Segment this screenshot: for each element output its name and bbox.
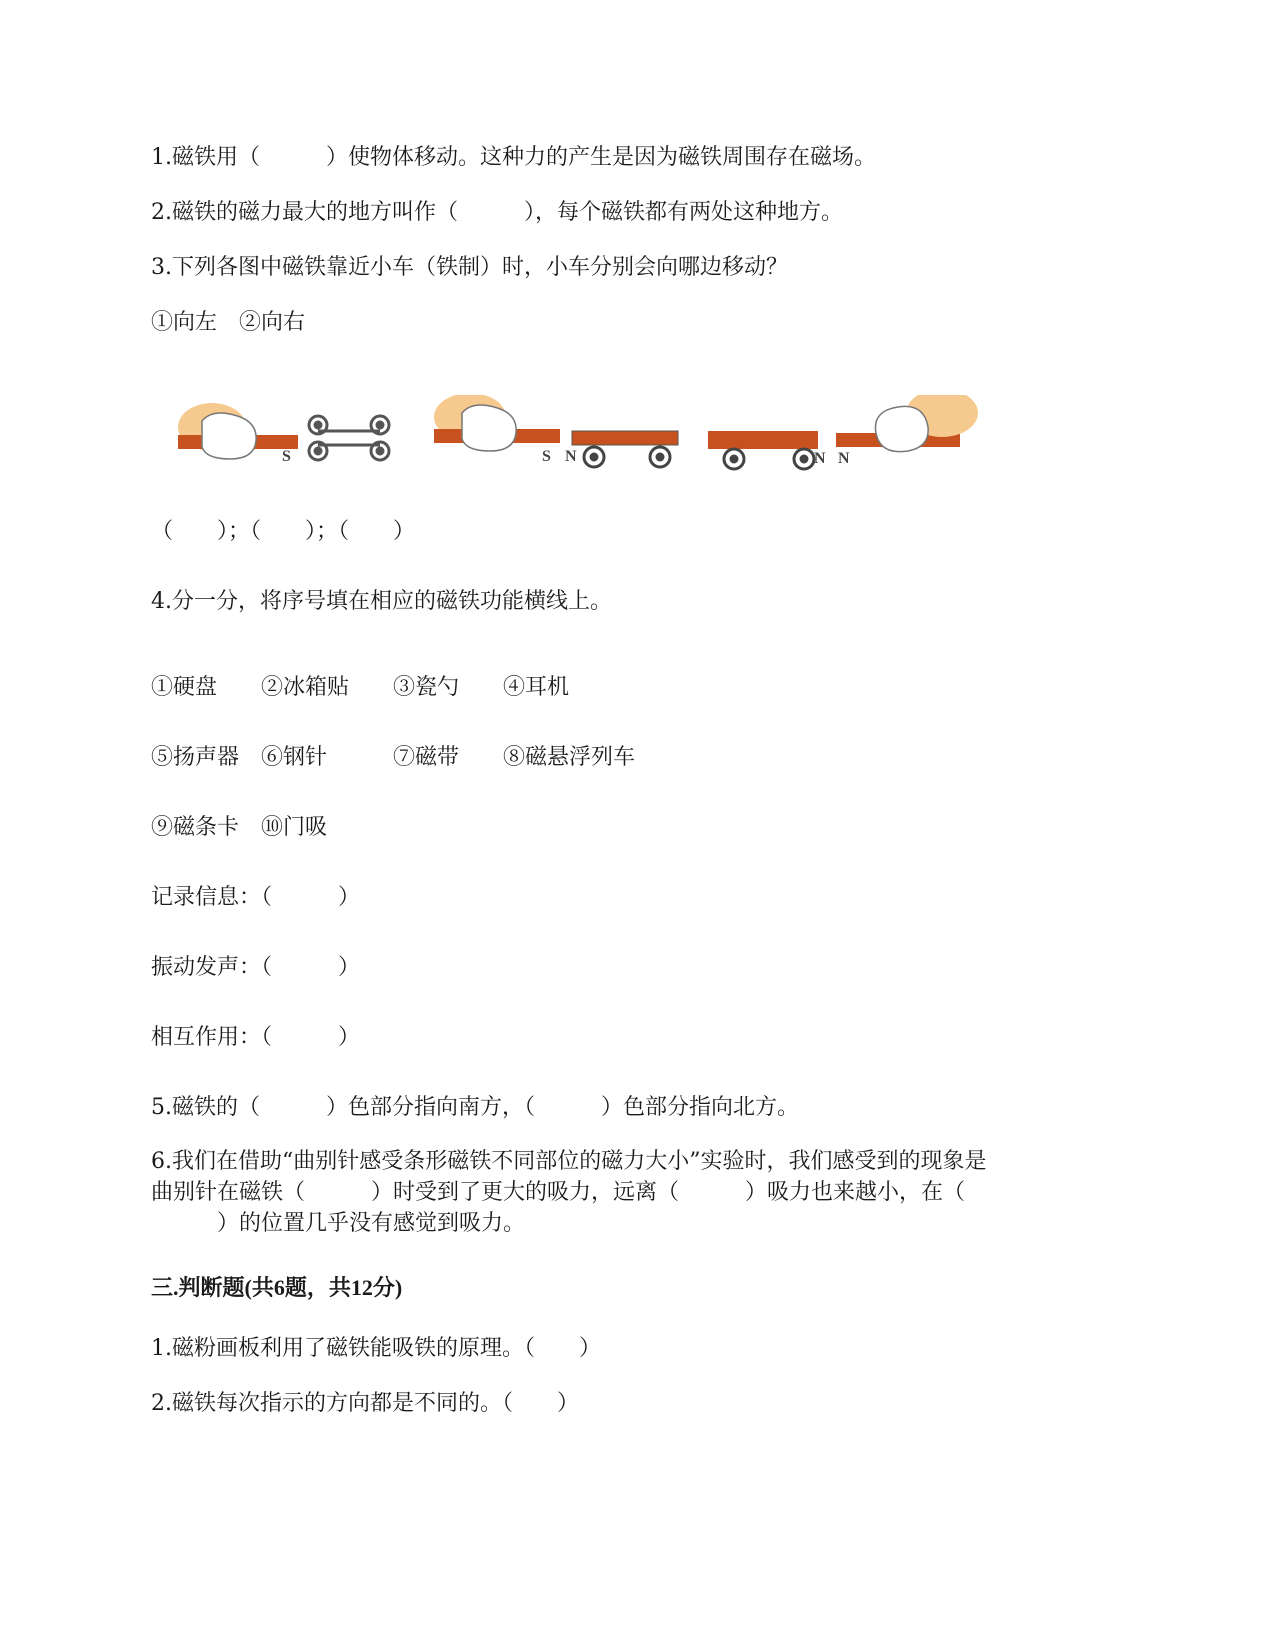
pole-label: S [282,448,291,465]
figure-2 [434,395,678,467]
question-4-items-row-2: ⑤扬声器 ⑥钢针 ⑦磁带 ⑧磁悬浮列车 [151,745,636,770]
pole-label: S [542,448,551,465]
judgement-question-1: 1.磁粉画板利用了磁铁能吸铁的原理。（ ） [151,1336,601,1361]
question-3-answers[interactable]: （ ）；（ ）；（ ） [151,519,416,544]
interaction-blank[interactable]: 相互作用：（ ） [151,1025,361,1050]
question-5: 5.磁铁的（ ）色部分指向南方，（ ）色部分指向北方。 [151,1095,799,1120]
magnet-car-figure [172,395,1022,515]
pole-label: N [565,448,577,465]
question-1: 1.磁铁用（ ）使物体移动。这种力的产生是因为磁铁周围存在磁场。 [151,145,876,170]
question-6-line-2: 曲别针在磁铁（ ）时受到了更大的吸力，远离（ ）吸力也来越小，在（ [151,1180,966,1205]
question-4-items-row-1: ①硬盘 ②冰箱贴 ③瓷勺 ④耳机 [151,675,570,700]
hand-icon [462,405,516,451]
question-4: 4.分一分，将序号填在相应的磁铁功能横线上。 [151,589,612,614]
judgement-question-2: 2.磁铁每次指示的方向都是不同的。（ ） [151,1391,579,1416]
iron-car-icon [309,416,389,460]
car-wheels-icon [584,447,670,467]
question-6-line-1: 6.我们在借助“曲别针感受条形磁铁不同部位的磁力大小”实验时，我们感受到的现象是 [151,1149,987,1174]
question-6-line-3: ）的位置几乎没有感觉到吸力。 [151,1211,526,1236]
section-3-title: 三.判断题(共6题，共12分) [151,1275,403,1300]
vibration-sound-blank[interactable]: 振动发声：（ ） [151,955,361,980]
car-magnet-icon [572,431,678,445]
hand-icon [202,413,256,459]
question-3-options: ①向左 ②向右 [151,310,306,335]
question-2: 2.磁铁的磁力最大的地方叫作（ ），每个磁铁都有两处这种地方。 [151,200,843,225]
question-3: 3.下列各图中磁铁靠近小车（铁制）时，小车分别会向哪边移动？ [151,255,788,280]
hand-icon [875,406,928,451]
car-wheels-icon [724,449,814,469]
pole-label: N [814,450,826,467]
magnet-car-illustration [172,395,1022,515]
pole-label: N [838,450,850,467]
figure-3 [708,395,978,469]
car-magnet-icon [708,431,818,449]
figure-1 [178,403,389,465]
record-info-blank[interactable]: 记录信息：（ ） [151,885,361,910]
question-4-items-row-3: ⑨磁条卡 ⑩门吸 [151,815,328,840]
